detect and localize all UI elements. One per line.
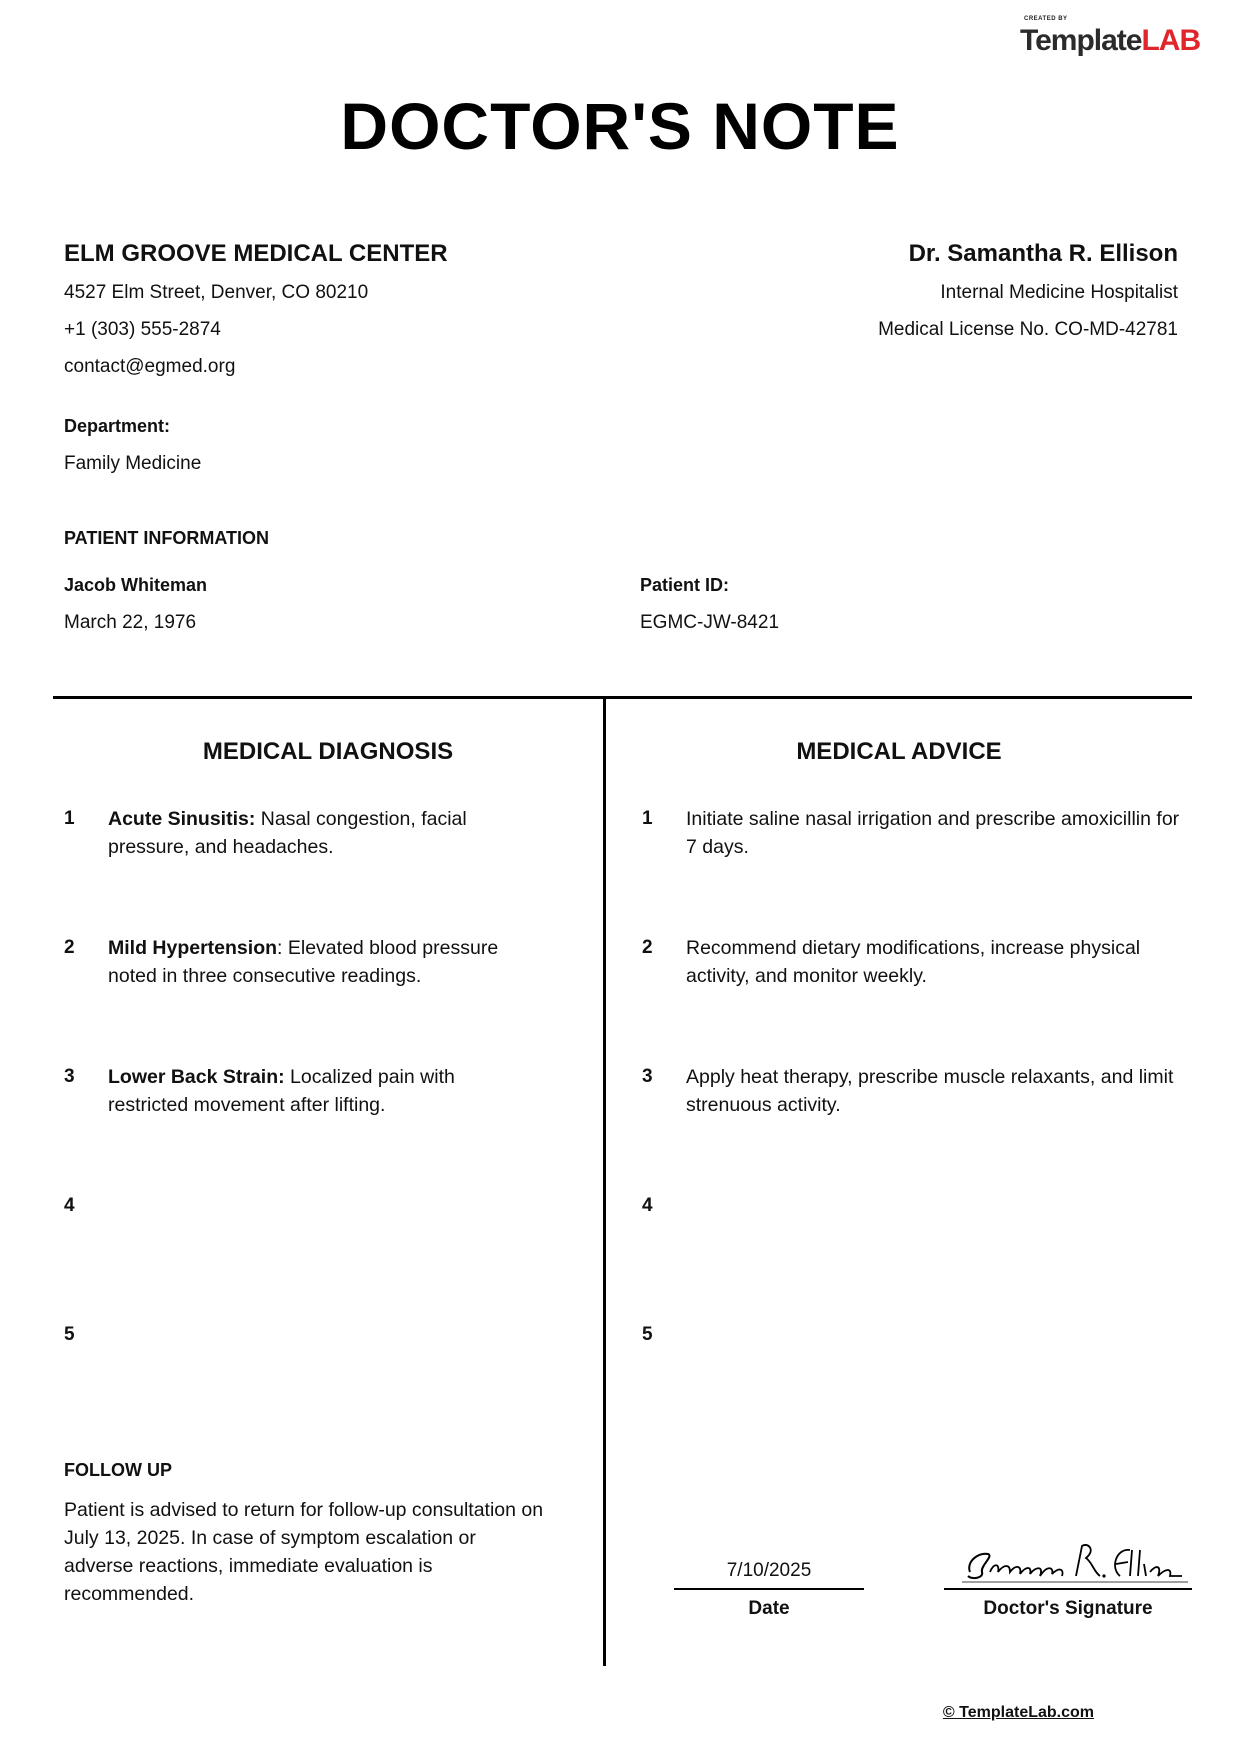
diagnosis-text: Lower Back Strain: Localized pain with restricted movement after lifting. [108,1066,455,1116]
diagnosis-text: Mild Hypertension: Elevated blood pressure noted in three consecutive readings. [108,937,499,987]
advice-text: Recommend dietary modifications, increase physical activity, and monitor weekly. [686,937,1141,987]
diagnosis-number: 2 [64,937,75,958]
signature-image [960,1532,1190,1588]
clinic-phone: +1 (303) 555-2874 [64,319,221,340]
date-label: Date [748,1598,790,1619]
patient-id-value: EGMC-JW-8421 [640,612,780,633]
diagnosis-term: Mild Hypertension [108,937,278,959]
doctor-license: Medical License No. CO-MD-42781 [878,319,1178,340]
advice-number: 5 [642,1324,653,1345]
clinic-name: ELM GROOVE MEDICAL CENTER [64,240,448,267]
department-label: Department: [64,416,171,436]
patient-info-heading: PATIENT INFORMATION [64,528,269,548]
signature-line [944,1588,1192,1590]
clinic-email: contact@egmed.org [64,356,236,377]
logo-wordmark: TemplateLAB [1020,24,1201,57]
follow-up-heading: FOLLOW UP [64,1460,172,1480]
diagnosis-term: Lower Back Strain: [108,1066,285,1088]
document-title: DOCTOR'S NOTE [340,89,900,163]
templatelab-logo [1014,14,1214,58]
patient-dob: March 22, 1976 [64,612,197,633]
signature-label: Doctor's Signature [983,1598,1153,1619]
department-value: Family Medicine [64,453,202,474]
date-line [674,1588,864,1590]
doctor-specialty: Internal Medicine Hospitalist [940,282,1178,303]
diagnosis-text: Acute Sinusitis: Nasal congestion, facial pressure, and headaches. [108,808,467,858]
diagnosis-number: 1 [64,808,75,829]
vertical-divider [603,696,606,1666]
advice-text: Apply heat therapy, prescribe muscle relaxants, and limit strenuous activity. [686,1066,1174,1116]
diagnosis-number: 3 [64,1066,75,1087]
horizontal-divider [53,696,1192,699]
clinic-address: 4527 Elm Street, Denver, CO 80210 [64,282,369,303]
footer-copyright[interactable]: © TemplateLab.com [942,1704,1094,1721]
diagnosis-heading: MEDICAL DIAGNOSIS [202,738,454,765]
follow-up-text: Patient is advised to return for follow-up consultation on July 13, 2025. In case of symptom escalation or adverse reactions, immediate evaluation is recommended. [64,1499,544,1605]
patient-id-label: Patient ID: [640,575,730,595]
diagnosis-number: 4 [64,1195,75,1216]
diagnosis-term: Acute Sinusitis: [108,808,256,830]
advice-number: 1 [642,808,653,829]
advice-number: 3 [642,1066,653,1087]
patient-name: Jacob Whiteman [64,575,208,595]
advice-text: Initiate saline nasal irrigation and prescribe amoxicillin for 7 days. [686,808,1180,858]
date-value: 7/10/2025 [726,1560,812,1581]
diagnosis-number: 5 [64,1324,75,1345]
doctor-name: Dr. Samantha R. Ellison [908,240,1178,267]
advice-number: 4 [642,1195,653,1216]
advice-number: 2 [642,937,653,958]
logo-created-by: CREATED BY [1024,16,1068,22]
advice-heading: MEDICAL ADVICE [796,738,1002,765]
